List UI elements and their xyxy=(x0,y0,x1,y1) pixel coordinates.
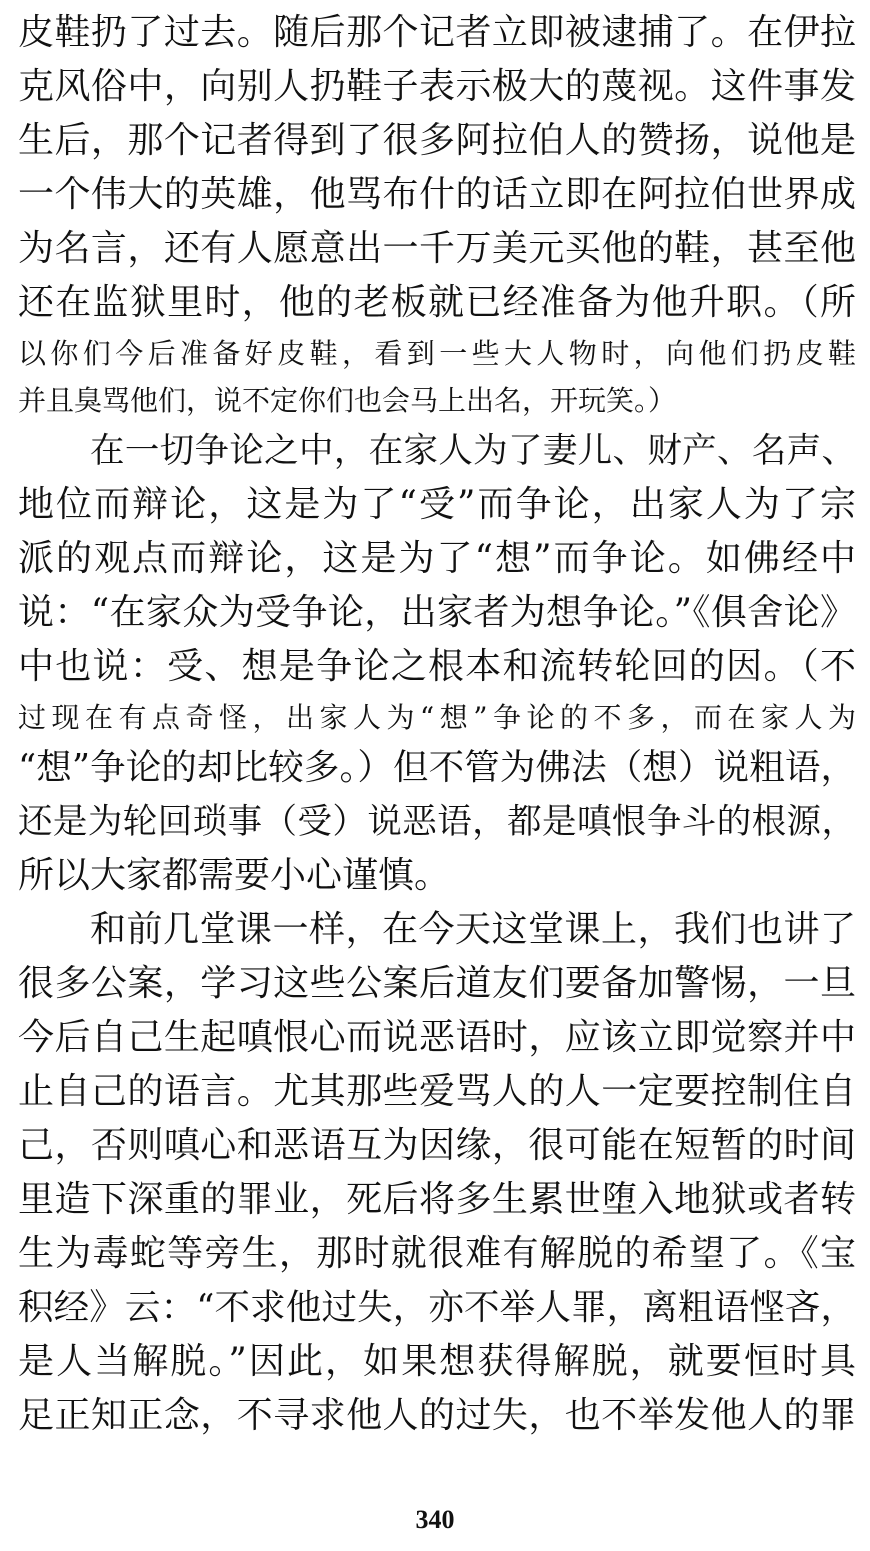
text-line: 所以大家都需要小心谨慎。 xyxy=(18,855,451,896)
text-line: 皮鞋扔了过去。随后那个记者立即被逮捕了。在伊拉 xyxy=(18,12,856,53)
paragraph-start: 在一切争论之中，在家人为了妻儿、财产、名声、 xyxy=(90,431,856,471)
text-line: “想”争论的却比较多。）但不管为佛法（想）说粗语， xyxy=(18,747,856,788)
paragraph-start: 和前几堂课一样，在今天这堂课上，我们也讲了 xyxy=(90,909,856,950)
text-line: 中也说：受、想是争论之根本和流转轮回的因。（不 xyxy=(18,646,856,687)
text-line: 为名言，还有人愿意出一千万美元买他的鞋，甚至他 xyxy=(18,228,856,269)
text-line: 还是为轮回琐事（受）说恶语，都是嗔恨争斗的根源， xyxy=(18,802,856,842)
text-line: 很多公案，学习这些公案后道友们要备加警惕，一旦 xyxy=(18,963,856,1004)
text-line: 地位而辩论，这是为了“受”而争论，出家人为了宗 xyxy=(18,484,856,525)
text-line: 生后，那个记者得到了很多阿拉伯人的赞扬，说他是 xyxy=(18,120,856,161)
text-line: 一个伟大的英雄，他骂布什的话立即在阿拉伯世界成 xyxy=(18,174,856,215)
page-number: 340 xyxy=(415,1505,455,1534)
text-line: 里造下深重的罪业，死后将多生累世堕入地狱或者转 xyxy=(18,1179,856,1220)
body-text xyxy=(18,6,856,1443)
text-line: 止自己的语言。尤其那些爱骂人的人一定要控制住自 xyxy=(18,1071,856,1112)
text-line: 克风俗中，向别人扔鞋子表示极大的蔑视。这件事发 xyxy=(18,66,856,107)
text-line: 派的观点而辩论，这是为了“想”而争论。如佛经中 xyxy=(18,538,856,579)
text-line-aside: 过现在有点奇怪，出家人为“想”争论的不多，而在家人为 xyxy=(18,701,856,734)
text-line: 足正知正念，不寻求他人的过失，也不举发他人的罪 xyxy=(18,1395,856,1436)
text-line: 今后自己生起嗔恨心而说恶语时，应该立即觉察并中 xyxy=(18,1017,856,1058)
text-line: 生为毒蛇等旁生，那时就很难有解脱的希望了。《宝 xyxy=(18,1233,856,1274)
text-line: 己，否则嗔心和恶语互为因缘，很可能在短暂的时间 xyxy=(18,1125,856,1166)
text-line: 是人当解脱。”因此，如果想获得解脱，就要恒时具 xyxy=(18,1341,856,1382)
text-line-aside: 并且臭骂他们，说不定你们也会马上出名，开玩笑。） xyxy=(18,384,677,417)
text-line: 积经》云：“不求他过失，亦不举人罪，离粗语悭吝， xyxy=(18,1287,856,1328)
text-line: 还在监狱里时，他的老板就已经准备为他升职。（所 xyxy=(18,282,856,323)
text-line: 说：“在家众为受争论，出家者为想争论。”《俱舍论》 xyxy=(18,592,856,633)
text-line-aside: 以你们今后准备好皮鞋，看到一些大人物时，向他们扔皮鞋 xyxy=(18,337,856,370)
